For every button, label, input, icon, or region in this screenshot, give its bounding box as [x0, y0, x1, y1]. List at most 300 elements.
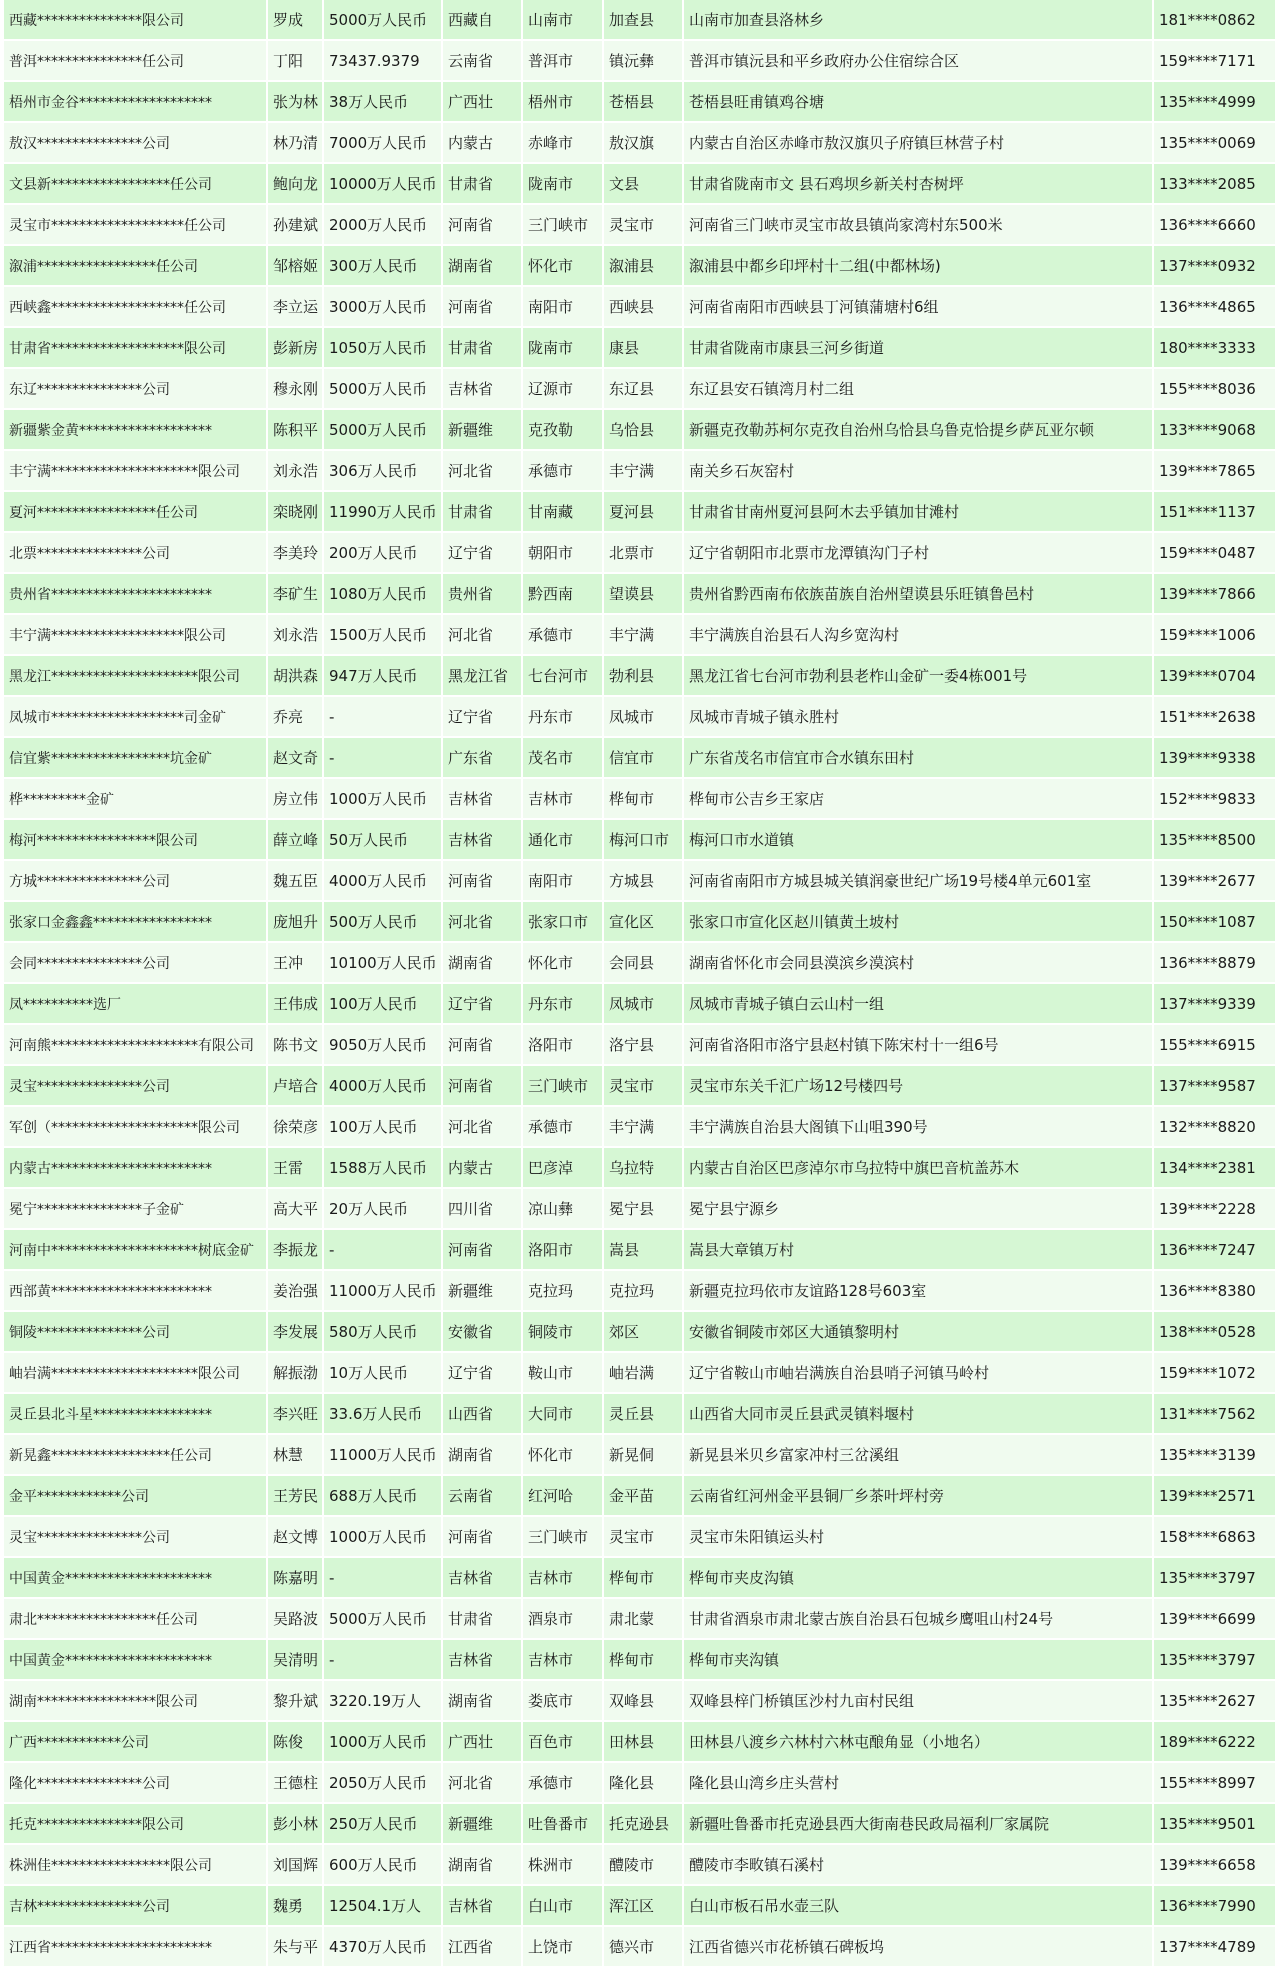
province-cell: 湖南省	[442, 1680, 522, 1721]
county-cell: 桦甸市	[603, 1639, 683, 1680]
company-name-cell: 会同***************公司	[4, 942, 267, 983]
table-row[interactable]	[4, 163, 1276, 204]
table-row[interactable]	[4, 778, 1276, 819]
county-cell: 托克逊县	[603, 1803, 683, 1844]
province-cell: 河南省	[442, 1065, 522, 1106]
table-row[interactable]	[4, 1803, 1276, 1844]
phone-cell: 135****9501	[1153, 1803, 1276, 1844]
legal-representative-cell: 李兴旺	[267, 1393, 323, 1434]
table-row[interactable]	[4, 1434, 1276, 1475]
registered-capital-cell: 1000万人民币	[323, 1721, 442, 1762]
company-name-cell: 文县新*****************任公司	[4, 163, 267, 204]
address-cell: 溆浦县中都乡印坪村十二组(中都林场)	[683, 245, 1153, 286]
province-cell: 江西省	[442, 1926, 522, 1967]
address-cell: 甘肃省酒泉市肃北蒙古族自治县石包城乡鹰咀山村24号	[683, 1598, 1153, 1639]
company-name-cell: 铜陵***************公司	[4, 1311, 267, 1352]
table-row[interactable]	[4, 1639, 1276, 1680]
address-cell: 甘肃省陇南市文 县石鸡坝乡新关村杏树坪	[683, 163, 1153, 204]
province-cell: 吉林省	[442, 1885, 522, 1926]
table-row[interactable]	[4, 1598, 1276, 1639]
province-cell: 广东省	[442, 737, 522, 778]
city-cell: 铜陵市	[522, 1311, 603, 1352]
registered-capital-cell: 2000万人民币	[323, 204, 442, 245]
address-cell: 桦甸市夹皮沟镇	[683, 1557, 1153, 1598]
registered-capital-cell: 500万人民币	[323, 901, 442, 942]
registered-capital-cell: 10000万人民币	[323, 163, 442, 204]
table-row[interactable]	[4, 1680, 1276, 1721]
province-cell: 湖南省	[442, 1434, 522, 1475]
province-cell: 广西壮	[442, 81, 522, 122]
phone-cell: 133****9068	[1153, 409, 1276, 450]
county-cell: 康县	[603, 327, 683, 368]
company-name-cell: 新疆紫金黄*******************	[4, 409, 267, 450]
legal-representative-cell: 林慧	[267, 1434, 323, 1475]
city-cell: 赤峰市	[522, 122, 603, 163]
county-cell: 岫岩满	[603, 1352, 683, 1393]
legal-representative-cell: 陈俊	[267, 1721, 323, 1762]
phone-cell: 139****6658	[1153, 1844, 1276, 1885]
table-row[interactable]	[4, 40, 1276, 81]
phone-cell: 139****7865	[1153, 450, 1276, 491]
phone-cell: 135****2627	[1153, 1680, 1276, 1721]
address-cell: 灵宝市朱阳镇运头村	[683, 1516, 1153, 1557]
address-cell: 甘肃省陇南市康县三河乡街道	[683, 327, 1153, 368]
table-row[interactable]	[4, 409, 1276, 450]
county-cell: 溆浦县	[603, 245, 683, 286]
city-cell: 吐鲁番市	[522, 1803, 603, 1844]
registered-capital-cell: 947万人民币	[323, 655, 442, 696]
company-name-cell: 西藏***************限公司	[4, 0, 267, 40]
county-cell: 西峡县	[603, 286, 683, 327]
county-cell: 嵩县	[603, 1229, 683, 1270]
address-cell: 凤城市青城子镇白云山村一组	[683, 983, 1153, 1024]
registered-capital-cell: 5000万人民币	[323, 409, 442, 450]
legal-representative-cell: 刘永浩	[267, 450, 323, 491]
city-cell: 三门峡市	[522, 1516, 603, 1557]
phone-cell: 155****8036	[1153, 368, 1276, 409]
table-row[interactable]	[4, 1475, 1276, 1516]
table-row[interactable]	[4, 81, 1276, 122]
province-cell: 河南省	[442, 204, 522, 245]
legal-representative-cell: 鲍向龙	[267, 163, 323, 204]
table-row[interactable]	[4, 1516, 1276, 1557]
address-cell: 梅河口市水道镇	[683, 819, 1153, 860]
province-cell: 湖南省	[442, 1844, 522, 1885]
registered-capital-cell: 7000万人民币	[323, 122, 442, 163]
county-cell: 克拉玛	[603, 1270, 683, 1311]
phone-cell: 155****6915	[1153, 1024, 1276, 1065]
county-cell: 乌拉特	[603, 1147, 683, 1188]
province-cell: 吉林省	[442, 1557, 522, 1598]
province-cell: 吉林省	[442, 778, 522, 819]
table-row[interactable]	[4, 450, 1276, 491]
phone-cell: 150****1087	[1153, 901, 1276, 942]
phone-cell: 159****1072	[1153, 1352, 1276, 1393]
table-row[interactable]	[4, 901, 1276, 942]
legal-representative-cell: 彭小林	[267, 1803, 323, 1844]
legal-representative-cell: 薛立峰	[267, 819, 323, 860]
table-row[interactable]	[4, 983, 1276, 1024]
city-cell: 克孜勒	[522, 409, 603, 450]
registered-capital-cell: 20万人民币	[323, 1188, 442, 1229]
city-cell: 承德市	[522, 1762, 603, 1803]
table-row[interactable]	[4, 696, 1276, 737]
table-row[interactable]	[4, 1311, 1276, 1352]
address-cell: 甘肃省甘南州夏河县阿木去乎镇加甘滩村	[683, 491, 1153, 532]
legal-representative-cell: 黎升斌	[267, 1680, 323, 1721]
registered-capital-cell: 5000万人民币	[323, 368, 442, 409]
phone-cell: 139****6699	[1153, 1598, 1276, 1639]
phone-cell: 139****2571	[1153, 1475, 1276, 1516]
company-data-table	[4, 0, 1277, 1968]
province-cell: 四川省	[442, 1188, 522, 1229]
legal-representative-cell: 穆永刚	[267, 368, 323, 409]
legal-representative-cell: 李振龙	[267, 1229, 323, 1270]
legal-representative-cell: 赵文博	[267, 1516, 323, 1557]
table-row[interactable]	[4, 819, 1276, 860]
legal-representative-cell: 庞旭升	[267, 901, 323, 942]
county-cell: 灵宝市	[603, 204, 683, 245]
address-cell: 贵州省黔西南布依族苗族自治州望谟县乐旺镇鲁邑村	[683, 573, 1153, 614]
city-cell: 洛阳市	[522, 1229, 603, 1270]
phone-cell: 137****0932	[1153, 245, 1276, 286]
legal-representative-cell: 邹榕姬	[267, 245, 323, 286]
legal-representative-cell: 乔亮	[267, 696, 323, 737]
province-cell: 吉林省	[442, 368, 522, 409]
address-cell: 山南市加查县洛林乡	[683, 0, 1153, 40]
address-cell: 新疆克拉玛依市友谊路128号603室	[683, 1270, 1153, 1311]
county-cell: 会同县	[603, 942, 683, 983]
phone-cell: 137****9339	[1153, 983, 1276, 1024]
city-cell: 三门峡市	[522, 1065, 603, 1106]
phone-cell: 139****7866	[1153, 573, 1276, 614]
company-name-cell: 中国黄金*********************	[4, 1639, 267, 1680]
county-cell: 北票市	[603, 532, 683, 573]
address-cell: 冕宁县宁源乡	[683, 1188, 1153, 1229]
legal-representative-cell: 胡洪森	[267, 655, 323, 696]
legal-representative-cell: 赵文奇	[267, 737, 323, 778]
table-row[interactable]	[4, 573, 1276, 614]
phone-cell: 139****0704	[1153, 655, 1276, 696]
legal-representative-cell: 王芳民	[267, 1475, 323, 1516]
city-cell: 吉林市	[522, 778, 603, 819]
company-name-cell: 金平************公司	[4, 1475, 267, 1516]
county-cell: 苍梧县	[603, 81, 683, 122]
registered-capital-cell: 38万人民币	[323, 81, 442, 122]
legal-representative-cell: 王伟成	[267, 983, 323, 1024]
table-row[interactable]	[4, 491, 1276, 532]
table-row[interactable]	[4, 1106, 1276, 1147]
phone-cell: 137****9587	[1153, 1065, 1276, 1106]
county-cell: 敖汉旗	[603, 122, 683, 163]
county-cell: 文县	[603, 163, 683, 204]
phone-cell: 189****6222	[1153, 1721, 1276, 1762]
company-name-cell: 敖汉***************公司	[4, 122, 267, 163]
legal-representative-cell: 解振渤	[267, 1352, 323, 1393]
table-row[interactable]	[4, 1557, 1276, 1598]
phone-cell: 152****9833	[1153, 778, 1276, 819]
address-cell: 河南省三门峡市灵宝市故县镇尚家湾村东500米	[683, 204, 1153, 245]
registered-capital-cell: 3000万人民币	[323, 286, 442, 327]
address-cell: 新疆克孜勒苏柯尔克孜自治州乌恰县乌鲁克恰提乡萨瓦亚尔顿	[683, 409, 1153, 450]
table-body	[4, 0, 1276, 1967]
phone-cell: 136****8879	[1153, 942, 1276, 983]
company-name-cell: 灵丘县北斗星*****************	[4, 1393, 267, 1434]
city-cell: 辽源市	[522, 368, 603, 409]
table-row[interactable]	[4, 942, 1276, 983]
registered-capital-cell: 11000万人民币	[323, 1434, 442, 1475]
company-name-cell: 西部黄***********************	[4, 1270, 267, 1311]
city-cell: 张家口市	[522, 901, 603, 942]
phone-cell: 151****2638	[1153, 696, 1276, 737]
table-row[interactable]	[4, 1393, 1276, 1434]
city-cell: 承德市	[522, 450, 603, 491]
table-row[interactable]	[4, 1926, 1276, 1967]
company-name-cell: 灵宝***************公司	[4, 1516, 267, 1557]
province-cell: 河南省	[442, 286, 522, 327]
legal-representative-cell: 房立伟	[267, 778, 323, 819]
table-row[interactable]	[4, 655, 1276, 696]
phone-cell: 139****2228	[1153, 1188, 1276, 1229]
registered-capital-cell: 12504.1万人	[323, 1885, 442, 1926]
table-row[interactable]	[4, 122, 1276, 163]
company-name-cell: 贵州省***********************	[4, 573, 267, 614]
city-cell: 吉林市	[522, 1639, 603, 1680]
county-cell: 浑江区	[603, 1885, 683, 1926]
table-row[interactable]	[4, 614, 1276, 655]
city-cell: 克拉玛	[522, 1270, 603, 1311]
address-cell: 双峰县梓门桥镇匡沙村九亩村民组	[683, 1680, 1153, 1721]
county-cell: 加查县	[603, 0, 683, 40]
province-cell: 吉林省	[442, 1639, 522, 1680]
province-cell: 安徽省	[442, 1311, 522, 1352]
table-row[interactable]	[4, 1270, 1276, 1311]
address-cell: 广东省茂名市信宜市合水镇东田村	[683, 737, 1153, 778]
city-cell: 怀化市	[522, 1434, 603, 1475]
phone-cell: 136****6660	[1153, 204, 1276, 245]
city-cell: 朝阳市	[522, 532, 603, 573]
address-cell: 新晃县米贝乡富家冲村三岔溪组	[683, 1434, 1153, 1475]
legal-representative-cell: 张为林	[267, 81, 323, 122]
address-cell: 张家口市宣化区赵川镇黄土坡村	[683, 901, 1153, 942]
legal-representative-cell: 徐荣彦	[267, 1106, 323, 1147]
city-cell: 怀化市	[522, 942, 603, 983]
table-row[interactable]	[4, 860, 1276, 901]
address-cell: 河南省南阳市方城县城关镇润豪世纪广场19号楼4单元601室	[683, 860, 1153, 901]
address-cell: 苍梧县旺甫镇鸡谷塘	[683, 81, 1153, 122]
phone-cell: 180****3333	[1153, 327, 1276, 368]
address-cell: 丰宁满族自治县大阁镇下山咀390号	[683, 1106, 1153, 1147]
county-cell: 勃利县	[603, 655, 683, 696]
county-cell: 望谟县	[603, 573, 683, 614]
phone-cell: 136****7247	[1153, 1229, 1276, 1270]
address-cell: 田林县八渡乡六林村六林屯酿角显（小地名）	[683, 1721, 1153, 1762]
table-row[interactable]	[4, 204, 1276, 245]
legal-representative-cell: 王德柱	[267, 1762, 323, 1803]
phone-cell: 135****3139	[1153, 1434, 1276, 1475]
company-name-cell: 普洱***************任公司	[4, 40, 267, 81]
company-name-cell: 河南中*********************树底金矿	[4, 1229, 267, 1270]
company-name-cell: 方城***************公司	[4, 860, 267, 901]
province-cell: 新疆维	[442, 1270, 522, 1311]
legal-representative-cell: 李矿生	[267, 573, 323, 614]
registered-capital-cell: 200万人民币	[323, 532, 442, 573]
company-name-cell: 株洲佳*****************限公司	[4, 1844, 267, 1885]
city-cell: 普洱市	[522, 40, 603, 81]
address-cell: 新疆吐鲁番市托克逊县西大街南巷民政局福利厂家属院	[683, 1803, 1153, 1844]
address-cell: 河南省洛阳市洛宁县赵村镇下陈宋村十一组6号	[683, 1024, 1153, 1065]
city-cell: 巴彦淖	[522, 1147, 603, 1188]
registered-capital-cell: 50万人民币	[323, 819, 442, 860]
registered-capital-cell: 250万人民币	[323, 1803, 442, 1844]
company-name-cell: 冕宁***************子金矿	[4, 1188, 267, 1229]
address-cell: 东辽县安石镇湾月村二组	[683, 368, 1153, 409]
table-row[interactable]	[4, 1844, 1276, 1885]
phone-cell: 136****4865	[1153, 286, 1276, 327]
county-cell: 信宜市	[603, 737, 683, 778]
county-cell: 冕宁县	[603, 1188, 683, 1229]
table-row[interactable]	[4, 532, 1276, 573]
legal-representative-cell: 刘国辉	[267, 1844, 323, 1885]
county-cell: 隆化县	[603, 1762, 683, 1803]
city-cell: 凉山彝	[522, 1188, 603, 1229]
county-cell: 醴陵市	[603, 1844, 683, 1885]
county-cell: 郊区	[603, 1311, 683, 1352]
city-cell: 通化市	[522, 819, 603, 860]
registered-capital-cell: 3220.19万人	[323, 1680, 442, 1721]
registered-capital-cell: 100万人民币	[323, 1106, 442, 1147]
registered-capital-cell: 2050万人民币	[323, 1762, 442, 1803]
company-name-cell: 凤**********选厂	[4, 983, 267, 1024]
city-cell: 陇南市	[522, 327, 603, 368]
county-cell: 丰宁满	[603, 1106, 683, 1147]
province-cell: 甘肃省	[442, 163, 522, 204]
legal-representative-cell: 罗成	[267, 0, 323, 40]
table-row[interactable]	[4, 245, 1276, 286]
registered-capital-cell: 1080万人民币	[323, 573, 442, 614]
county-cell: 灵宝市	[603, 1516, 683, 1557]
address-cell: 灵宝市东关千汇广场12号楼四号	[683, 1065, 1153, 1106]
county-cell: 乌恰县	[603, 409, 683, 450]
table-row[interactable]	[4, 737, 1276, 778]
phone-cell: 158****6863	[1153, 1516, 1276, 1557]
address-cell: 白山市板石吊水壶三队	[683, 1885, 1153, 1926]
province-cell: 甘肃省	[442, 327, 522, 368]
city-cell: 三门峡市	[522, 204, 603, 245]
registered-capital-cell: 1050万人民币	[323, 327, 442, 368]
legal-representative-cell: 卢培合	[267, 1065, 323, 1106]
city-cell: 上饶市	[522, 1926, 603, 1967]
province-cell: 新疆维	[442, 1803, 522, 1844]
table-row[interactable]	[4, 1065, 1276, 1106]
table-row[interactable]	[4, 1024, 1276, 1065]
company-name-cell: 梅河*****************限公司	[4, 819, 267, 860]
table-row[interactable]	[4, 1352, 1276, 1393]
company-name-cell: 河南熊*********************有限公司	[4, 1024, 267, 1065]
company-name-cell: 凤城市*******************司金矿	[4, 696, 267, 737]
legal-representative-cell: 吴清明	[267, 1639, 323, 1680]
county-cell: 灵宝市	[603, 1065, 683, 1106]
table-row[interactable]	[4, 368, 1276, 409]
city-cell: 吉林市	[522, 1557, 603, 1598]
city-cell: 七台河市	[522, 655, 603, 696]
table-row[interactable]	[4, 286, 1276, 327]
city-cell: 陇南市	[522, 163, 603, 204]
table-row[interactable]	[4, 1188, 1276, 1229]
registered-capital-cell: 10100万人民币	[323, 942, 442, 983]
address-cell: 山西省大同市灵丘县武灵镇料堰村	[683, 1393, 1153, 1434]
company-name-cell: 黑龙江*********************限公司	[4, 655, 267, 696]
city-cell: 南阳市	[522, 286, 603, 327]
registered-capital-cell: 600万人民币	[323, 1844, 442, 1885]
address-cell: 隆化县山湾乡庄头营村	[683, 1762, 1153, 1803]
registered-capital-cell: 300万人民币	[323, 245, 442, 286]
table-row[interactable]	[4, 1229, 1276, 1270]
phone-cell: 138****0528	[1153, 1311, 1276, 1352]
phone-cell: 159****1006	[1153, 614, 1276, 655]
address-cell: 桦甸市夹沟镇	[683, 1639, 1153, 1680]
table-row[interactable]	[4, 0, 1276, 40]
county-cell: 凤城市	[603, 696, 683, 737]
province-cell: 河北省	[442, 614, 522, 655]
phone-cell: 136****7990	[1153, 1885, 1276, 1926]
province-cell: 辽宁省	[442, 532, 522, 573]
province-cell: 黑龙江省	[442, 655, 522, 696]
address-cell: 河南省南阳市西峡县丁河镇蒲塘村6组	[683, 286, 1153, 327]
county-cell: 桦甸市	[603, 1557, 683, 1598]
table-row[interactable]	[4, 327, 1276, 368]
registered-capital-cell: 1000万人民币	[323, 1516, 442, 1557]
company-name-cell: 夏河*****************任公司	[4, 491, 267, 532]
city-cell: 百色市	[522, 1721, 603, 1762]
company-name-cell: 广西************公司	[4, 1721, 267, 1762]
phone-cell: 137****4789	[1153, 1926, 1276, 1967]
city-cell: 承德市	[522, 614, 603, 655]
table-row[interactable]	[4, 1721, 1276, 1762]
county-cell: 东辽县	[603, 368, 683, 409]
table-row[interactable]	[4, 1147, 1276, 1188]
registered-capital-cell: 306万人民币	[323, 450, 442, 491]
province-cell: 河北省	[442, 1106, 522, 1147]
city-cell: 承德市	[522, 1106, 603, 1147]
table-row[interactable]	[4, 1762, 1276, 1803]
phone-cell: 139****9338	[1153, 737, 1276, 778]
company-name-cell: 甘肃省*******************限公司	[4, 327, 267, 368]
company-name-cell: 溆浦*****************任公司	[4, 245, 267, 286]
province-cell: 云南省	[442, 40, 522, 81]
phone-cell: 134****2381	[1153, 1147, 1276, 1188]
county-cell: 田林县	[603, 1721, 683, 1762]
province-cell: 河北省	[442, 1762, 522, 1803]
address-cell: 嵩县大章镇万村	[683, 1229, 1153, 1270]
legal-representative-cell: 栾晓刚	[267, 491, 323, 532]
company-name-cell: 军创（*********************限公司	[4, 1106, 267, 1147]
phone-cell: 155****8997	[1153, 1762, 1276, 1803]
province-cell: 辽宁省	[442, 696, 522, 737]
company-name-cell: 灵宝市*******************任公司	[4, 204, 267, 245]
address-cell: 凤城市青城子镇永胜村	[683, 696, 1153, 737]
city-cell: 丹东市	[522, 983, 603, 1024]
county-cell: 洛宁县	[603, 1024, 683, 1065]
city-cell: 丹东市	[522, 696, 603, 737]
county-cell: 夏河县	[603, 491, 683, 532]
address-cell: 云南省红河州金平县铜厂乡茶叶坪村旁	[683, 1475, 1153, 1516]
registered-capital-cell: 9050万人民币	[323, 1024, 442, 1065]
legal-representative-cell: 林乃清	[267, 122, 323, 163]
legal-representative-cell: 姜治强	[267, 1270, 323, 1311]
province-cell: 内蒙古	[442, 1147, 522, 1188]
address-cell: 内蒙古自治区巴彦淖尔市乌拉特中旗巴音杭盖苏木	[683, 1147, 1153, 1188]
